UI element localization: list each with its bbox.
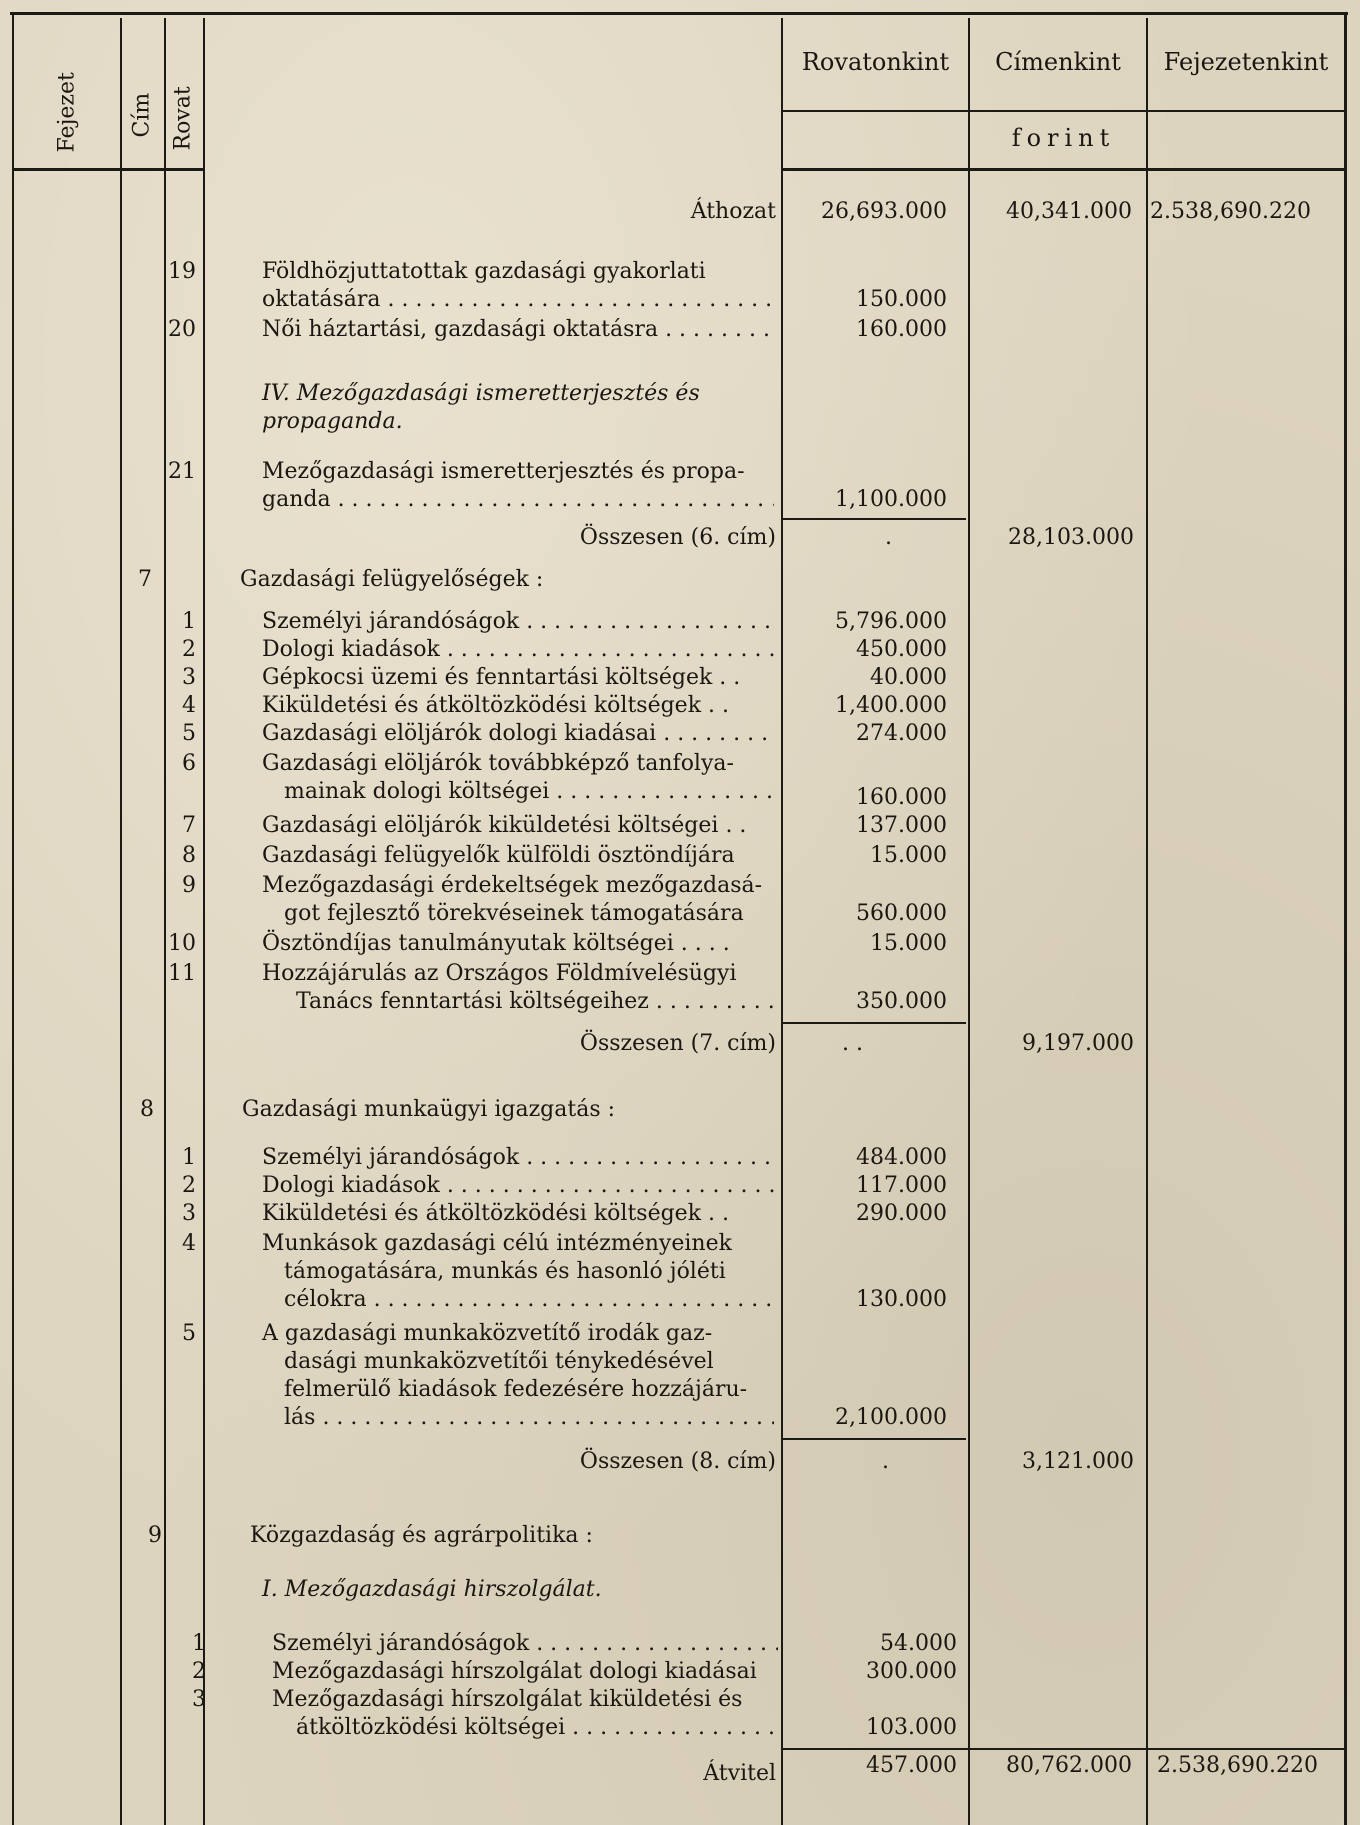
item-amount: 160.000 [856, 785, 947, 810]
rovat-number: 9 [182, 873, 196, 898]
item-amount: 1,100.000 [835, 487, 947, 512]
item-amount: 15.000 [870, 931, 947, 956]
item-description: Mezőgazdasági érdekeltségek mezőgazdasá- got fejlesztő törekvéseinek támogatására [262, 873, 763, 926]
subtotal-cimenkint: 28,103.000 [1008, 525, 1134, 550]
item-description: Hozzájárulás az Országos Földmívelésügyi Tanács fenntartási költségeihez . . . [262, 960, 774, 1016]
item-description: Gépkocsi üzemi és fenntartási költségek . . [262, 665, 741, 690]
header-fejezetenkint: Fejezetenkint [1163, 48, 1329, 76]
rovat-number: 8 [182, 843, 196, 868]
rovat-number: 3 [182, 665, 196, 690]
rovat-number: 10 [168, 931, 196, 956]
item-amount: 560.000 [856, 901, 947, 926]
rule-cimenkint-fejezetenkint [1146, 18, 1148, 1825]
rovat-number: 5 [182, 1321, 196, 1346]
rule-rovat-desc [203, 18, 205, 1825]
rovat-number: 1 [182, 609, 196, 634]
athozat-label: Áthozat [690, 199, 776, 224]
rovat-number: 5 [182, 721, 196, 746]
athozat-cimenkint: 40,341.000 [1006, 199, 1132, 224]
rovat-number: 19 [168, 259, 196, 284]
subtotal-rule [783, 518, 966, 520]
subtotal-label: Összesen (8. cím) [579, 1449, 776, 1474]
item-description: Személyi járandóságok . . . [272, 1630, 778, 1658]
header-rovat: Rovat [170, 86, 196, 151]
item-description: Földhözjuttatottak gazdasági gyakorlati oktatására . . . [262, 258, 774, 314]
rovat-number: 20 [168, 317, 196, 342]
rule-fejezet-cim [120, 18, 122, 1825]
section-heading: I. Mezőgazdasági hirszolgálat. [262, 1577, 602, 1602]
header-rovatonkint: Rovatonkint [801, 48, 950, 76]
subtotal-rule [783, 1438, 966, 1440]
item-amount: 484.000 [856, 1145, 947, 1170]
item-description: Dologi kiadások . . . [262, 1172, 774, 1200]
cim-title: Közgazdaság és agrárpolitika : [250, 1523, 593, 1548]
subtotal-dots: . [885, 525, 892, 550]
item-description: Kiküldetési és átköltözködési költségek . . [262, 1201, 730, 1226]
rovat-number: 2 [182, 1173, 196, 1198]
subtotal-label: Összesen (7. cím) [579, 1031, 776, 1056]
atvitel-cimenkint: 80,762.000 [1006, 1753, 1132, 1778]
item-description: Munkások gazdasági célú intézményeinek támogatására, munkás és hasonló jóléti célokra . . . [262, 1230, 774, 1314]
rovat-number: 6 [182, 751, 196, 776]
item-amount: 130.000 [856, 1287, 947, 1312]
cim-title: Gazdasági munkaügyi igazgatás : [242, 1097, 616, 1122]
rovat-number: 2 [192, 1659, 206, 1684]
header-fejezet: Fejezet [54, 72, 80, 153]
item-amount: 1,400.000 [835, 693, 947, 718]
item-description: Mezőgazdasági hírszolgálat dologi kiadásai [272, 1659, 757, 1684]
item-description: A gazdasági munkaközvetítő irodák gaz- dasági munkaközvetítői ténykedésével felmerülő kiadások fedezésére hozzájáru- lás . . . [262, 1320, 774, 1432]
cim-number: 7 [138, 567, 152, 592]
rule-cim-rovat [164, 18, 166, 1825]
rule-desc-rovatonkint [781, 18, 783, 1825]
item-description: Kiküldetési és átköltözködési költségek . . [262, 693, 730, 718]
top-border [10, 12, 1348, 15]
subtotal-rule [783, 1022, 966, 1024]
item-description: Ösztöndíjas tanulmányutak költségei . . . . [262, 931, 730, 956]
item-description: Személyi járandóságok . . . [262, 608, 774, 636]
header-unit: forint [1011, 124, 1116, 152]
item-description: Dologi kiadások . . . [262, 636, 774, 664]
subtotal-cimenkint: 3,121.000 [1022, 1449, 1134, 1474]
header-cim: Cím [129, 92, 155, 138]
left-border [12, 12, 14, 1825]
rovat-number: 21 [168, 459, 196, 484]
rovat-number: 7 [182, 813, 196, 838]
atvitel-rovatonkint: 457.000 [866, 1753, 957, 1778]
item-description: Gazdasági felügyelők külföldi ösztöndíjára [262, 843, 735, 868]
header-bottom-rule-left [14, 168, 204, 171]
atvitel-rule [783, 1748, 1344, 1750]
cim-number: 8 [140, 1097, 154, 1122]
subtotal-label: Összesen (6. cím) [579, 525, 776, 550]
rovat-number: 11 [168, 961, 196, 986]
rovat-number: 4 [182, 1231, 196, 1256]
item-amount: 350.000 [856, 989, 947, 1014]
item-description: Mezőgazdasági ismeretterjesztés és propa- ganda . . . [262, 458, 774, 514]
item-amount: 160.000 [856, 317, 947, 342]
rovat-number: 3 [182, 1201, 196, 1226]
atvitel-label: Átvitel [703, 1761, 776, 1786]
item-description: Személyi járandóságok . . . [262, 1144, 774, 1172]
rovat-number: 3 [192, 1687, 206, 1712]
item-amount: 300.000 [866, 1659, 957, 1684]
rovat-number: 2 [182, 637, 196, 662]
item-amount: 5,796.000 [835, 609, 947, 634]
subtotal-dots: . . [842, 1031, 863, 1056]
item-amount: 117.000 [856, 1173, 947, 1198]
item-description: Gazdasági elöljárók dologi kiadásai . . . [262, 720, 774, 748]
rovat-number: 1 [192, 1631, 206, 1656]
athozat-rovatonkint: 26,693.000 [821, 199, 947, 224]
header-mid-rule [783, 110, 1344, 112]
section-heading: IV. Mezőgazdasági ismeretterjesztés és propaganda. [262, 381, 700, 434]
item-description: Mezőgazdasági hírszolgálat kiküldetési és átköltözködési költségei . . . [272, 1686, 778, 1742]
item-amount: 2,100.000 [835, 1405, 947, 1430]
item-amount: 54.000 [880, 1631, 957, 1656]
item-amount: 450.000 [856, 637, 947, 662]
header-cimenkint: Címenkint [995, 48, 1121, 76]
header-bottom-rule-right [783, 168, 1344, 171]
item-amount: 40.000 [870, 665, 947, 690]
rovat-number: 1 [182, 1145, 196, 1170]
item-amount: 290.000 [856, 1201, 947, 1226]
item-amount: 103.000 [866, 1715, 957, 1740]
item-amount: 15.000 [870, 843, 947, 868]
item-amount: 150.000 [856, 287, 947, 312]
cim-title: Gazdasági felügyelőségek : [240, 567, 544, 592]
item-description: Női háztartási, gazdasági oktatásra . . . [262, 316, 774, 344]
item-description: Gazdasági elöljárók továbbképző tanfolya- mainak dologi költségei . . . [262, 750, 774, 806]
cim-number: 9 [148, 1523, 162, 1548]
rovat-number: 4 [182, 693, 196, 718]
item-amount: 274.000 [856, 721, 947, 746]
rule-rovatonkint-cimenkint [968, 18, 970, 1825]
athozat-fejezetenkint: 2.538,690.220 [1150, 199, 1311, 224]
item-amount: 137.000 [856, 813, 947, 838]
item-description: Gazdasági elöljárók kiküldetési költségei . . [262, 813, 747, 838]
right-border [1344, 12, 1347, 1825]
atvitel-fejezetenkint: 2.538,690.220 [1157, 1753, 1318, 1778]
subtotal-dots: . [882, 1449, 889, 1474]
subtotal-cimenkint: 9,197.000 [1022, 1031, 1134, 1056]
